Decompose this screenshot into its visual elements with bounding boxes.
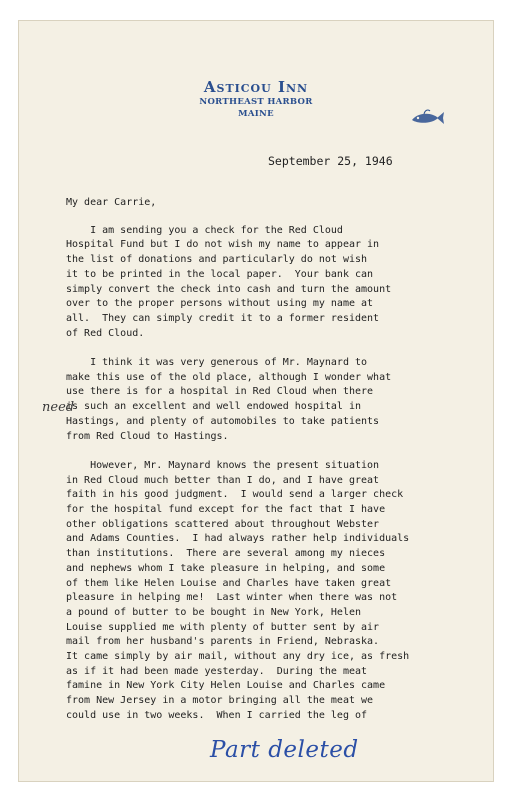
letterhead-line2: MAINE (238, 109, 274, 119)
text-line: and nephews whom I take pleasure in helping, and some (66, 562, 386, 574)
text-line: from New Jersey in a motor bringing all the meat we (66, 695, 374, 707)
letter-body (66, 196, 506, 724)
text-line: make this use of the old place, although I wonder what (66, 371, 392, 383)
text-line: over to the proper persons without using my name at (66, 298, 374, 310)
text-line: all. They can simply credit it to a former resident (66, 312, 380, 324)
text-line: faith in his good judgment. I would send a larger check (66, 489, 404, 501)
text-line: famine in New York City Helen Louise and Charles came (66, 680, 386, 692)
text-line: and Adams Counties. I had always rather help individuals (66, 533, 410, 545)
text-line: Hastings, and plenty of automobiles to take patients (66, 415, 380, 427)
fish-logo-icon (410, 106, 446, 130)
text-line: mail from her husband's parents in Friend, Nebraska. (66, 636, 380, 648)
text-line-struck: use there is for a hospital in Red Cloud when there (66, 386, 374, 398)
paragraph-3 (66, 459, 506, 724)
handwritten-part-deleted: Part deleted (210, 737, 359, 763)
text-line: the list of donations and particularly do not wish (66, 254, 368, 266)
text-line: However, Mr. Maynard knows the present situation (66, 459, 380, 471)
text-line: of them like Helen Louise and Charles have taken great (66, 577, 392, 589)
text-line: simply convert the check into cash and turn the amount (66, 283, 392, 295)
paragraph-2 (66, 356, 506, 444)
text-line: it to be printed in the local paper. Your bank can (66, 268, 374, 280)
text-line: Louise supplied me with plenty of butter sent by air (66, 621, 380, 633)
text-line: a pound of butter to be bought in New York, Helen (66, 606, 362, 618)
text-line: Hospital Fund but I do not wish my name to appear in (66, 239, 380, 251)
text-line: could use in two weeks. When I carried the leg of (66, 709, 368, 721)
text-line: I think it was very generous of Mr. Maynard to (66, 357, 368, 369)
paragraph-1 (66, 224, 506, 342)
handwritten-margin-note: need (42, 400, 75, 415)
text-line: in Red Cloud much better than I do, and I have great (66, 474, 380, 486)
text-line: than institutions. There are several among my nieces (66, 548, 386, 560)
text-line: as if it had been made yesterday. During the meat (66, 665, 368, 677)
letter-date: September 25, 1946 (268, 154, 393, 168)
text-line: I am sending you a check for the Red Cloud (66, 224, 343, 236)
text-line: of Red Cloud. (66, 327, 145, 339)
text-line: from Red Cloud to Hastings. (66, 430, 229, 442)
text-line: for the hospital fund except for the fact that I have (66, 504, 386, 516)
text-line: is such an excellent and well endowed hospital in (66, 401, 362, 413)
text-line: other obligations scattered about throughout Webster (66, 518, 380, 530)
letter-sheet (18, 20, 494, 782)
text-line: It came simply by air mail, without any dry ice, as fresh (66, 651, 410, 663)
salutation: My dear Carrie, (66, 197, 157, 208)
text-line: pleasure in helping me! Last winter when there was not (66, 592, 398, 604)
letterhead-name: Asticou Inn (203, 78, 309, 96)
letterhead-line1: NORTHEAST HARBOR (199, 97, 313, 107)
